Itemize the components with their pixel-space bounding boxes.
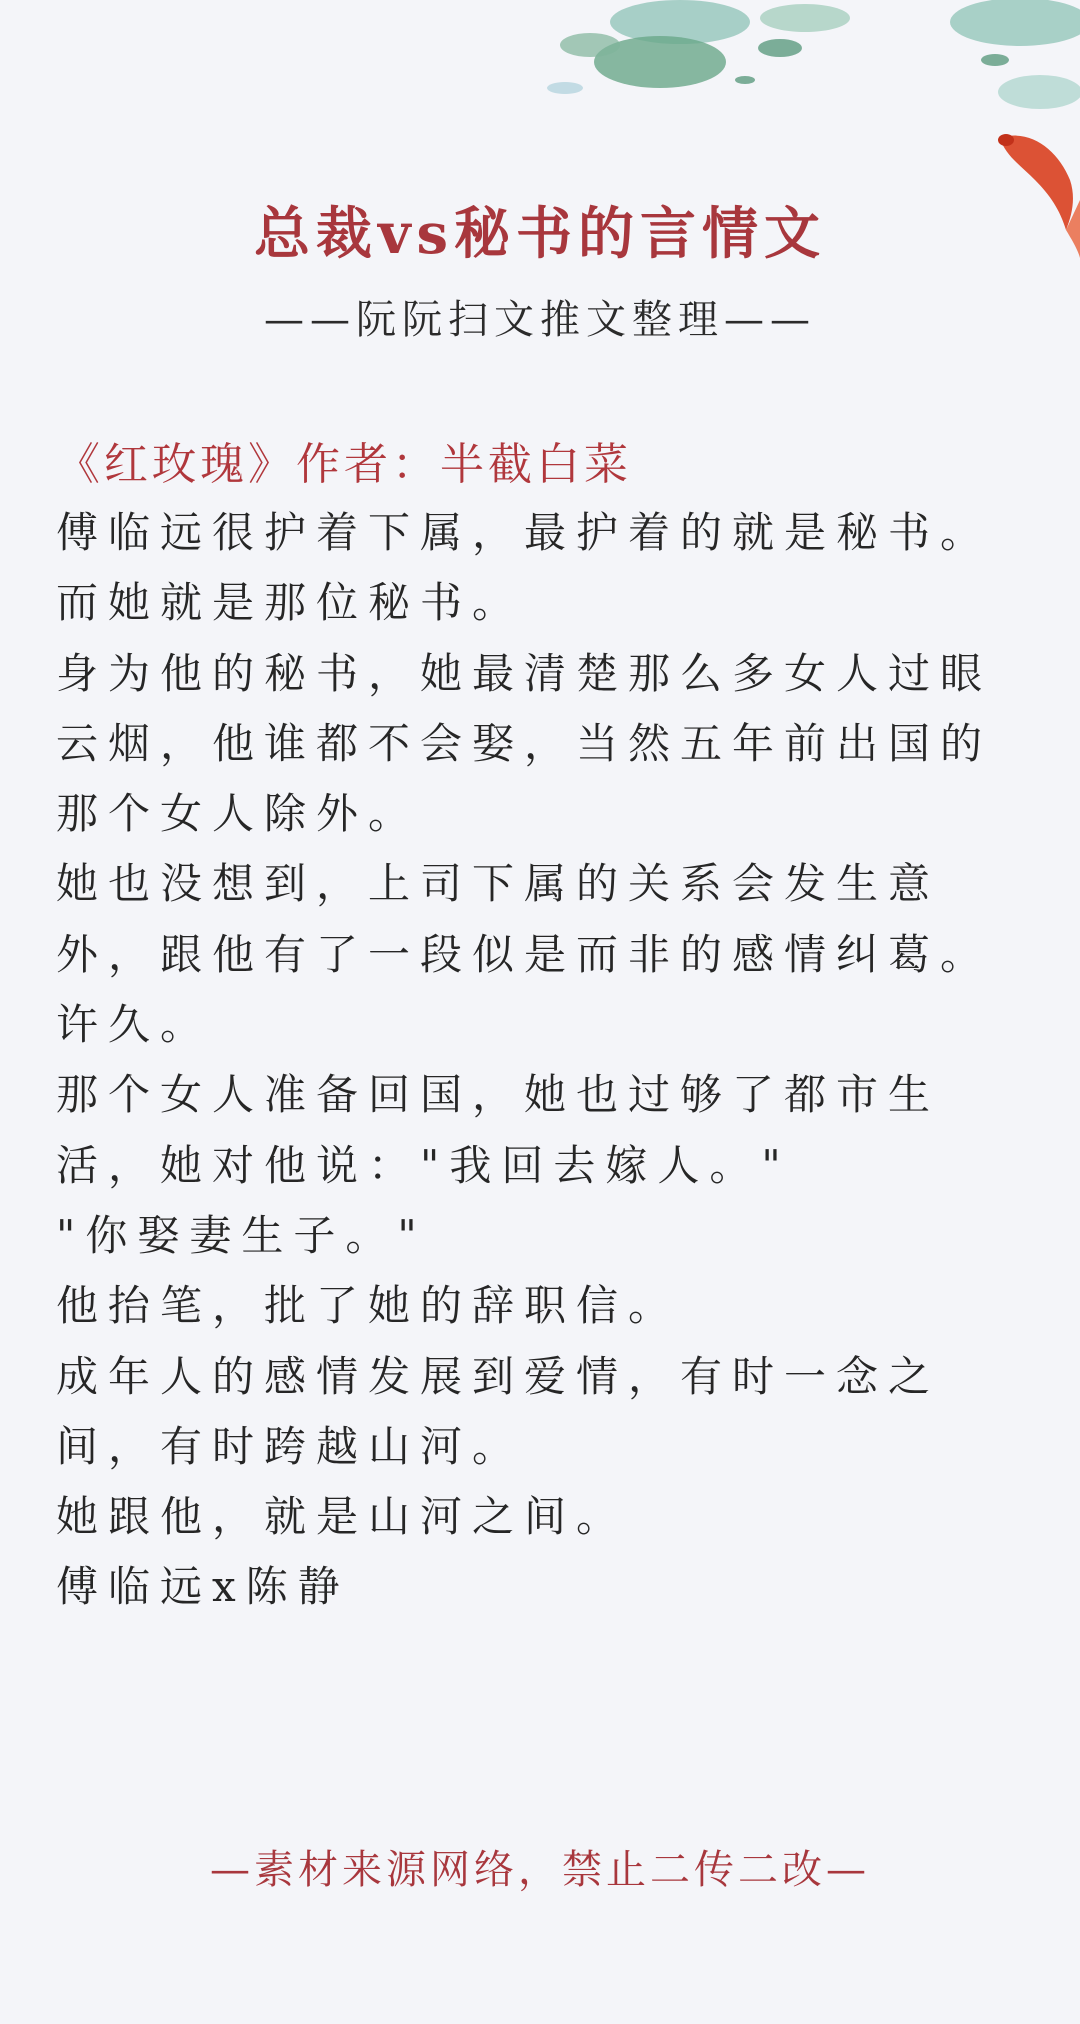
- synopsis-paragraph: 成年人的感情发展到爱情，有时一念之间，有时跨越山河。: [56, 1351, 941, 1471]
- lotus-leaf-icon: [981, 54, 1009, 66]
- synopsis-paragraph: 那个女人准备回国，她也过够了都市生活，她对他说："我回去嫁人。": [56, 1070, 941, 1190]
- lotus-leaf-icon: [547, 82, 583, 94]
- lotus-leaf-icon: [950, 0, 1080, 46]
- lotus-leaf-icon: [610, 0, 750, 44]
- page-title: 总裁vs秘书的言情文: [253, 201, 827, 267]
- lotus-leaf-icon: [594, 36, 726, 88]
- book-title: 《红玫瑰》作者：半截白菜: [56, 439, 632, 490]
- synopsis-paragraph: 她跟他，就是山河之间。: [56, 1492, 629, 1542]
- character-pairing: 傅临远x陈静: [56, 1562, 350, 1612]
- synopsis-paragraph: 身为他的秘书，她最清楚那么多女人过眼云烟，他谁都不会娶，当然五年前出国的那个女人除外。: [56, 648, 993, 839]
- lotus-leaf-icon: [560, 33, 620, 57]
- lotus-leaf-icon: [760, 4, 850, 32]
- synopsis-paragraph: 许久。: [56, 1000, 213, 1050]
- synopsis-paragraph: 他抬笔，批了她的辞职信。: [56, 1281, 681, 1331]
- lotus-leaf-icon: [998, 75, 1080, 109]
- synopsis-paragraph: 她也没想到，上司下属的关系会发生意外，跟他有了一段似是而非的感情纠葛。: [56, 859, 993, 979]
- source-disclaimer: —素材来源网络，禁止二传二改—: [210, 1847, 870, 1893]
- lotus-leaf-icon: [758, 39, 802, 57]
- synopsis-body: [56, 498, 1026, 1623]
- synopsis-paragraph: 傅临远很护着下属，最护着的就是秘书。: [56, 508, 993, 557]
- page-subtitle: ——阮阮扫文推文整理——: [264, 297, 816, 343]
- lotus-leaf-icon: [735, 76, 755, 84]
- synopsis-paragraph: 而她就是那位秘书。: [56, 578, 525, 628]
- synopsis-paragraph: "你娶妻生子。": [56, 1210, 427, 1260]
